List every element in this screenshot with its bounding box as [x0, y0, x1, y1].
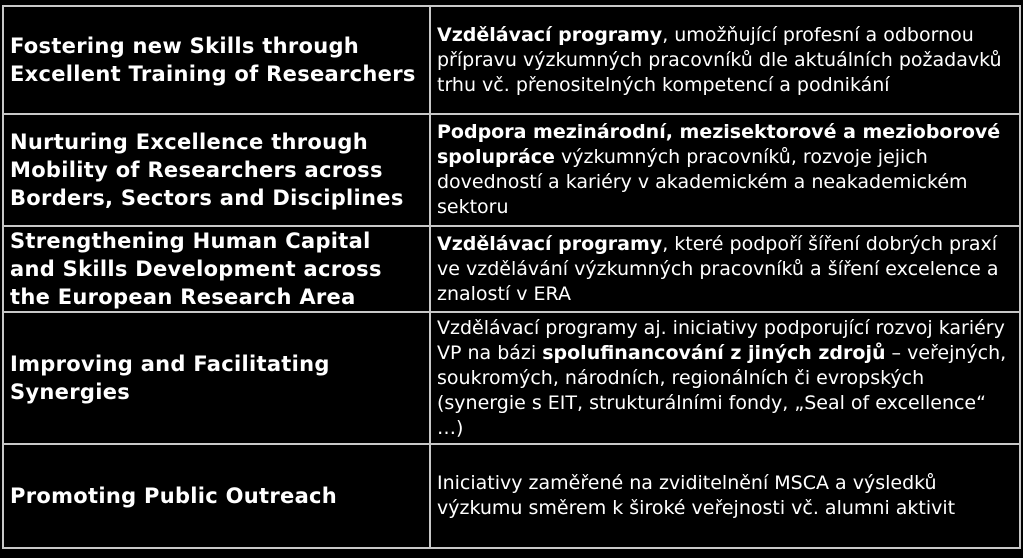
description-text: Iniciativy zaměřené na zviditelnění MSCA a výsledků výzkumu směrem k široké veřejnosti vč. alumni aktivit: [437, 472, 956, 519]
description-cell: [430, 312, 1020, 444]
description-cell: [430, 114, 1020, 226]
table-row: [3, 312, 1020, 444]
table-row: [3, 226, 1020, 312]
description-bold: Vzdělávací programy: [437, 232, 663, 255]
table-row: [3, 6, 1020, 114]
description-bold: Vzdělávací programy: [437, 23, 663, 46]
description-cell: [430, 444, 1020, 548]
description-cell: [430, 6, 1020, 114]
table-row: [3, 114, 1020, 226]
objective-cell: Strengthening Human Capital and Skills Development across the European Research Area: [3, 226, 430, 312]
description-text-lead: Vzdělávací programy aj. iniciativy podporující rozvoj kariéry VP na bázi: [437, 316, 1005, 364]
description-cell: [430, 226, 1020, 312]
objective-cell: Nurturing Excellence through Mobility of Researchers across Borders, Sectors and Disciplines: [3, 114, 430, 226]
objectives-table: [2, 5, 1021, 549]
objective-cell: Fostering new Skills through Excellent Training of Researchers: [3, 6, 430, 114]
objective-cell: Promoting Public Outreach: [3, 444, 430, 548]
description-text: – veřejných, soukromých, národních, regionálních či evropských (synergie s EIT, strukturálními fondy, „Seal of excellence“ …): [437, 341, 1007, 439]
description-text: , které podpoří šíření dobrých praxí ve vzdělávání výzkumných pracovníků a šíření excelence a znalostí v ERA: [437, 232, 999, 305]
description-bold: spolufinancování z jiných zdrojů: [542, 341, 886, 364]
objective-cell: Improving and Facilitating Synergies: [3, 312, 430, 444]
table-row: [3, 444, 1020, 548]
description-bold: Podpora mezinárodní, mezisektorové a mezioborové spolupráce: [437, 121, 1001, 168]
description-text: výzkumných pracovníků, rozvoje jejich dovedností a kariéry v akademickém a neakademickém sektoru: [437, 146, 968, 218]
description-text: , umožňující profesní a odbornou přípravu výzkumných pracovníků dle aktuálních požadavků trhu vč. přenositelných kompetencí a podnikání: [437, 23, 1002, 96]
